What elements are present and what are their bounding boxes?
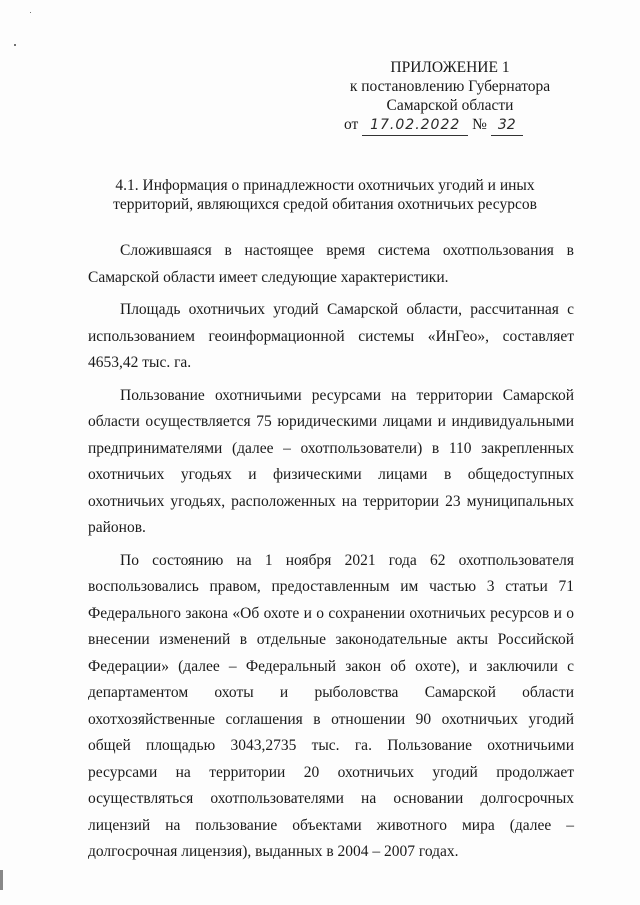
section-title-line-1: 4.1. Информация о принадлежности охотничьих угодий и иных [115,177,535,194]
paragraph-system-overview: Сложившаяся в настоящее время система охотпользования в Самарской области имеет следующие характеристики. [88,242,574,286]
paragraph-area: Площадь охотничьих угодий Самарской области, рассчитанная с использованием геоинформационной системы «ИнГео», составляет 4653,42 тыс. га. [88,301,574,371]
section-title [90,176,560,214]
appendix-decree-line: к постановлению Губернатора [349,78,551,95]
handwritten-number: 32 [491,116,523,136]
body-text [88,238,574,872]
appendix-region-line: Самарской области [386,97,514,114]
number-prefix: № [472,116,487,133]
scan-edge-mark [0,870,3,890]
appendix-date-line [330,115,570,136]
scan-speck [30,12,31,13]
appendix-title: ПРИЛОЖЕНИЕ 1 [390,59,510,76]
section-title-line-2: территорий, являющихся средой обитания охотничьих ресурсов [113,196,537,213]
date-prefix: от [344,116,359,133]
handwritten-date: 17.02.2022 [362,116,468,136]
appendix-header [330,58,570,136]
paragraph-agreements: По состоянию на 1 ноября 2021 года 62 охотпользователя воспользовались правом, предоставленным им частью 3 статьи 71 Федерального закона «Об охоте и о сохранении охотничьих ресурсов и о внесении изменений в отдельные законодательные акты Российской Федерации» (далее – Федеральный закон об охоте), и заключили с департаментом охоты и рыболовства Самарской области охотхозяйственные соглашения в отношении 90 охотничьих угодий общей площадью 3043,2735 тыс. га. Пользование охотничьими ресурсами на территории 20 охотничьих угодий продолжает осуществляться охотпользователями на основании долгосрочных лицензий на пользование объектами животного мира (далее – долгосрочная лицензия), выданных в 2004 – 2007 годах. [88,551,574,860]
paragraph-hunting-users: Пользование охотничьими ресурсами на территории Самарской области осуществляется 75 юридическими лицами и индивидуальными предпринимателями (далее – охотпользователи) в 110 закрепленных охотничьих угодьях и физическими лицами в общедоступных охотничьих угодьях, расположенных на территории 23 муниципальных районов. [88,386,574,536]
scan-speck [14,44,16,46]
